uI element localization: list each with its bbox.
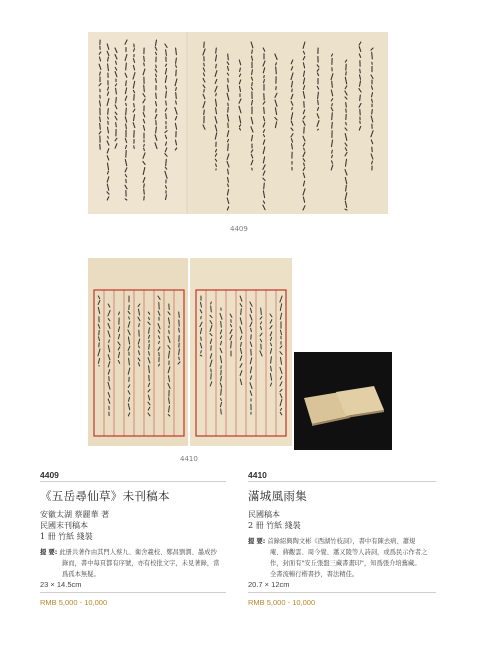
format: 2 冊 竹紙 綫裝: [248, 521, 301, 530]
dimensions: 20.7 × 12cm: [248, 580, 290, 589]
divider: [248, 592, 436, 593]
estimate-price: RMB 5,000 - 10,000: [40, 598, 108, 607]
image-caption-4410: 4410: [180, 455, 198, 463]
lot-number: 4410: [248, 470, 267, 480]
lot-details: [248, 509, 301, 531]
divider: [40, 481, 226, 482]
divider: [40, 592, 226, 593]
note-label: 提 要:: [40, 549, 58, 556]
divider: [248, 481, 436, 482]
lot-title: 《五岳尋仙草》未刊稿本: [40, 489, 170, 503]
lot-description: 提 要: 首錄紹興陶文彬《西湖竹枝詞》，書中有陳去病、蕭規 庵、蔣觀雲、周今覺、蕭又陵等人詩詞，或爲民示作者之 作，封面有"安丘張盤三藏書畫印"，知爲張介培舊藏。 全書流暢行楷書抄，書法精佳。: [248, 538, 428, 578]
manuscript-photo-4410-pages: [86, 256, 294, 450]
estimate-price: RMB 5,000 - 10,000: [248, 598, 316, 607]
author: 安徽太湖 蔡麗華 著: [40, 510, 110, 519]
manuscript-photo-4409: [86, 30, 392, 218]
edition: 民國稿本: [248, 510, 280, 519]
image-caption-4409: 4409: [230, 225, 248, 233]
lot-details: [40, 509, 109, 542]
volumes-photo-4410: [294, 352, 392, 450]
lot-number: 4409: [40, 470, 59, 480]
format: 1 冊 竹紙 綫裝: [40, 532, 93, 541]
edition: 民國末刊稿本: [40, 521, 88, 530]
dimensions: 23 × 14.5cm: [40, 580, 82, 589]
lot-description: 提 要: 此册共著作由其門人蔡九、衛舍羲校、鄭昌劉潤、墨成抄 錄而，書中每頁都有序號，亦有校批文字，未見著錄，當 爲孤本無疑。: [40, 549, 220, 578]
note-label: 提 要:: [248, 538, 266, 545]
lot-title: 滿城風雨集: [248, 489, 307, 503]
